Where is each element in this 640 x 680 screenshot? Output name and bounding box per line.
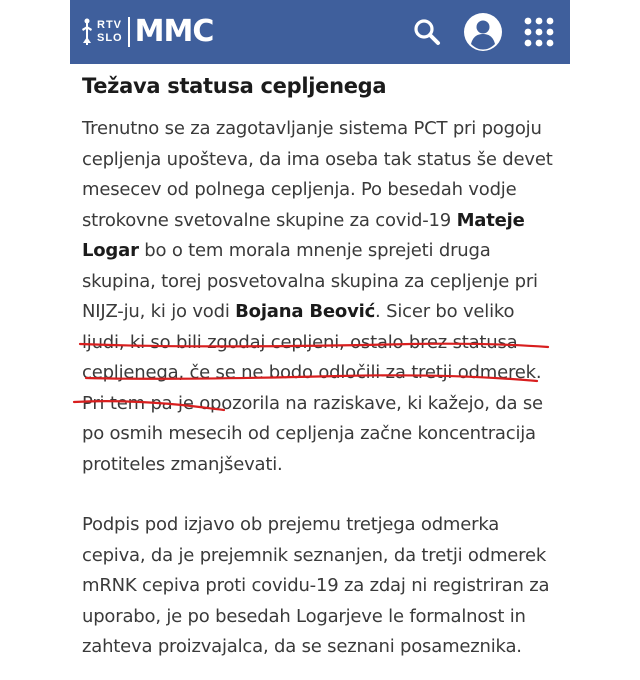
rtv-slo-mmc-logo[interactable] [80, 14, 213, 50]
person-name-bojana-beovic: Bojana Beović [235, 301, 376, 322]
paragraph-text: Trenutno se za zagotavljanje sistema PCT pri pogoju cepljenja upošteva, da ima oseba tak status še devet mesecev od polnega cepljenja. Po besedah vodje strokovne svetovalne skupine za covid-19 [82, 118, 553, 231]
logo-slo-text: SLO [97, 32, 123, 44]
search-icon [412, 17, 442, 47]
logo-rtv-text: RTV [97, 19, 122, 31]
logo-rtv-slo-text [97, 19, 123, 45]
app-frame [70, 0, 570, 680]
apps-menu-button[interactable] [519, 12, 559, 52]
person-name-mateja-logar: Mateje Logar [82, 209, 525, 261]
apps-grid-icon [523, 16, 555, 48]
article-paragraph-1 [82, 114, 562, 480]
article-paragraph-2: Podpis pod izjavo ob prejemu tretjega odmerka cepiva, da je prejemnik seznanjen, da tretji odmerek mRNK cepiva proti covidu-19 za zdaj ni registriran za uporabo, je po besedah Logarjeve le formalnost in zahteva proizvajalca, da se seznani posameznika. [82, 514, 550, 657]
user-account-icon [463, 12, 503, 52]
top-navigation-bar [70, 0, 570, 64]
article-body [82, 72, 562, 663]
account-button[interactable] [463, 12, 503, 52]
logo-divider [128, 17, 130, 47]
search-button[interactable] [407, 12, 447, 52]
paragraph-text: . Sicer bo veliko ljudi, ki so bili zgodaj cepljeni, ostalo brez statusa cepljenega, če se ne bodo odločili za tretji odmerek. Pri tem pa je opozorila na raziskave, ki kažejo, da se po osmih mesecih od cepljenja začne koncentracija protiteles zmanjševati. [82, 301, 543, 475]
logo-mmc-text: MMC [134, 14, 214, 49]
article-subheading: Težava statusa cepljenega [82, 74, 387, 98]
rtv-figure-icon [80, 17, 94, 47]
paragraph-text: bo o tem morala mnenje sprejeti druga skupina, torej posvetovalna skupina za cepljenje pri NIJZ-ju, ki jo vodi [82, 240, 538, 322]
